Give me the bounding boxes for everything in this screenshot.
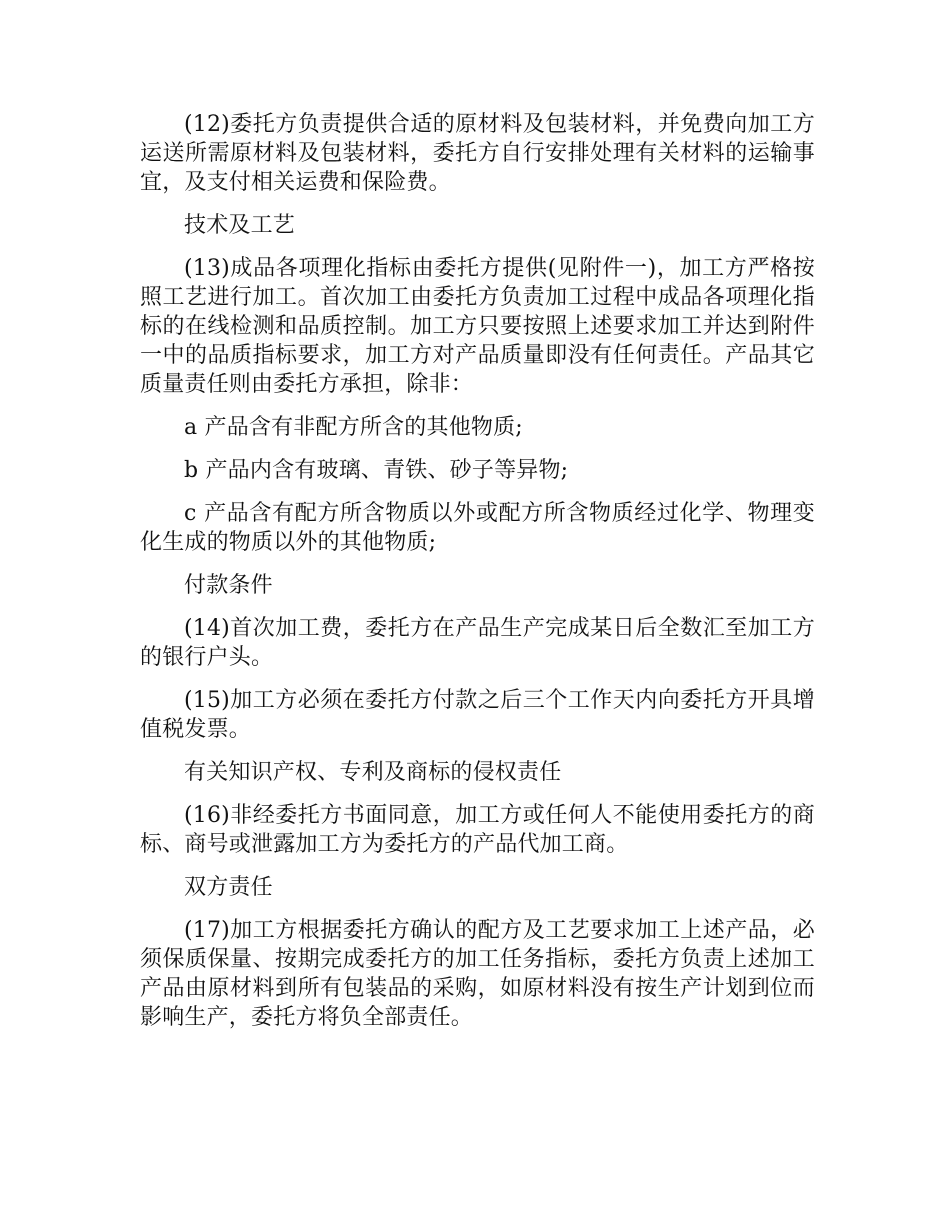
document-page	[140, 110, 815, 1046]
clause-12: (12)委托方负责提供合适的原材料及包装材料，并免费向加工方运送所需原材料及包装材料，委托方自行安排处理有关材料的运输事宜，及支付相关运费和保险费。	[140, 112, 815, 195]
clause-17: (17)加工方根据委托方确认的配方及工艺要求加工上述产品，必须保质保量、按期完成委托方的加工任务指标，委托方负责上述加工产品由原材料到所有包装品的采购，如原材料没有按生产计划到位而影响生产，委托方将负全部责任。	[140, 918, 815, 1030]
section-heading-payment: 付款条件	[184, 573, 273, 598]
clause-15: (15)加工方必须在委托方付款之后三个工作天内向委托方开具增值税发票。	[140, 688, 815, 742]
section-heading-ip: 有关知识产权、专利及商标的侵权责任	[184, 760, 562, 785]
clause-13-item-c: c 产品含有配方所含物质以外或配方所含物质经过化学、物理变化生成的物质以外的其他物质;	[140, 501, 815, 555]
clause-16: (16)非经委托方书面同意，加工方或任何人不能使用委托方的商标、商号或泄露加工方为委托方的产品代加工商。	[140, 803, 815, 857]
section-heading-responsibilities: 双方责任	[184, 875, 273, 900]
clause-13-item-a: a 产品含有非配方所含的其他物质;	[184, 415, 523, 440]
clause-14: (14)首次加工费，委托方在产品生产完成某日后全数汇至加工方的银行户头。	[140, 616, 815, 670]
clause-13-item-b: b 产品内含有玻璃、青铁、砂子等异物;	[184, 458, 569, 483]
clause-13: (13)成品各项理化指标由委托方提供(见附件一)，加工方严格按照工艺进行加工。首次加工由委托方负责加工过程中成品各项理化指标的在线检测和品质控制。加工方只要按照上述要求加工并达到附件一中的品质指标要求，加工方对产品质量即没有任何责任。产品其它质量责任则由委托方承担，除非：	[140, 256, 815, 397]
section-heading-technology: 技术及工艺	[184, 213, 296, 238]
